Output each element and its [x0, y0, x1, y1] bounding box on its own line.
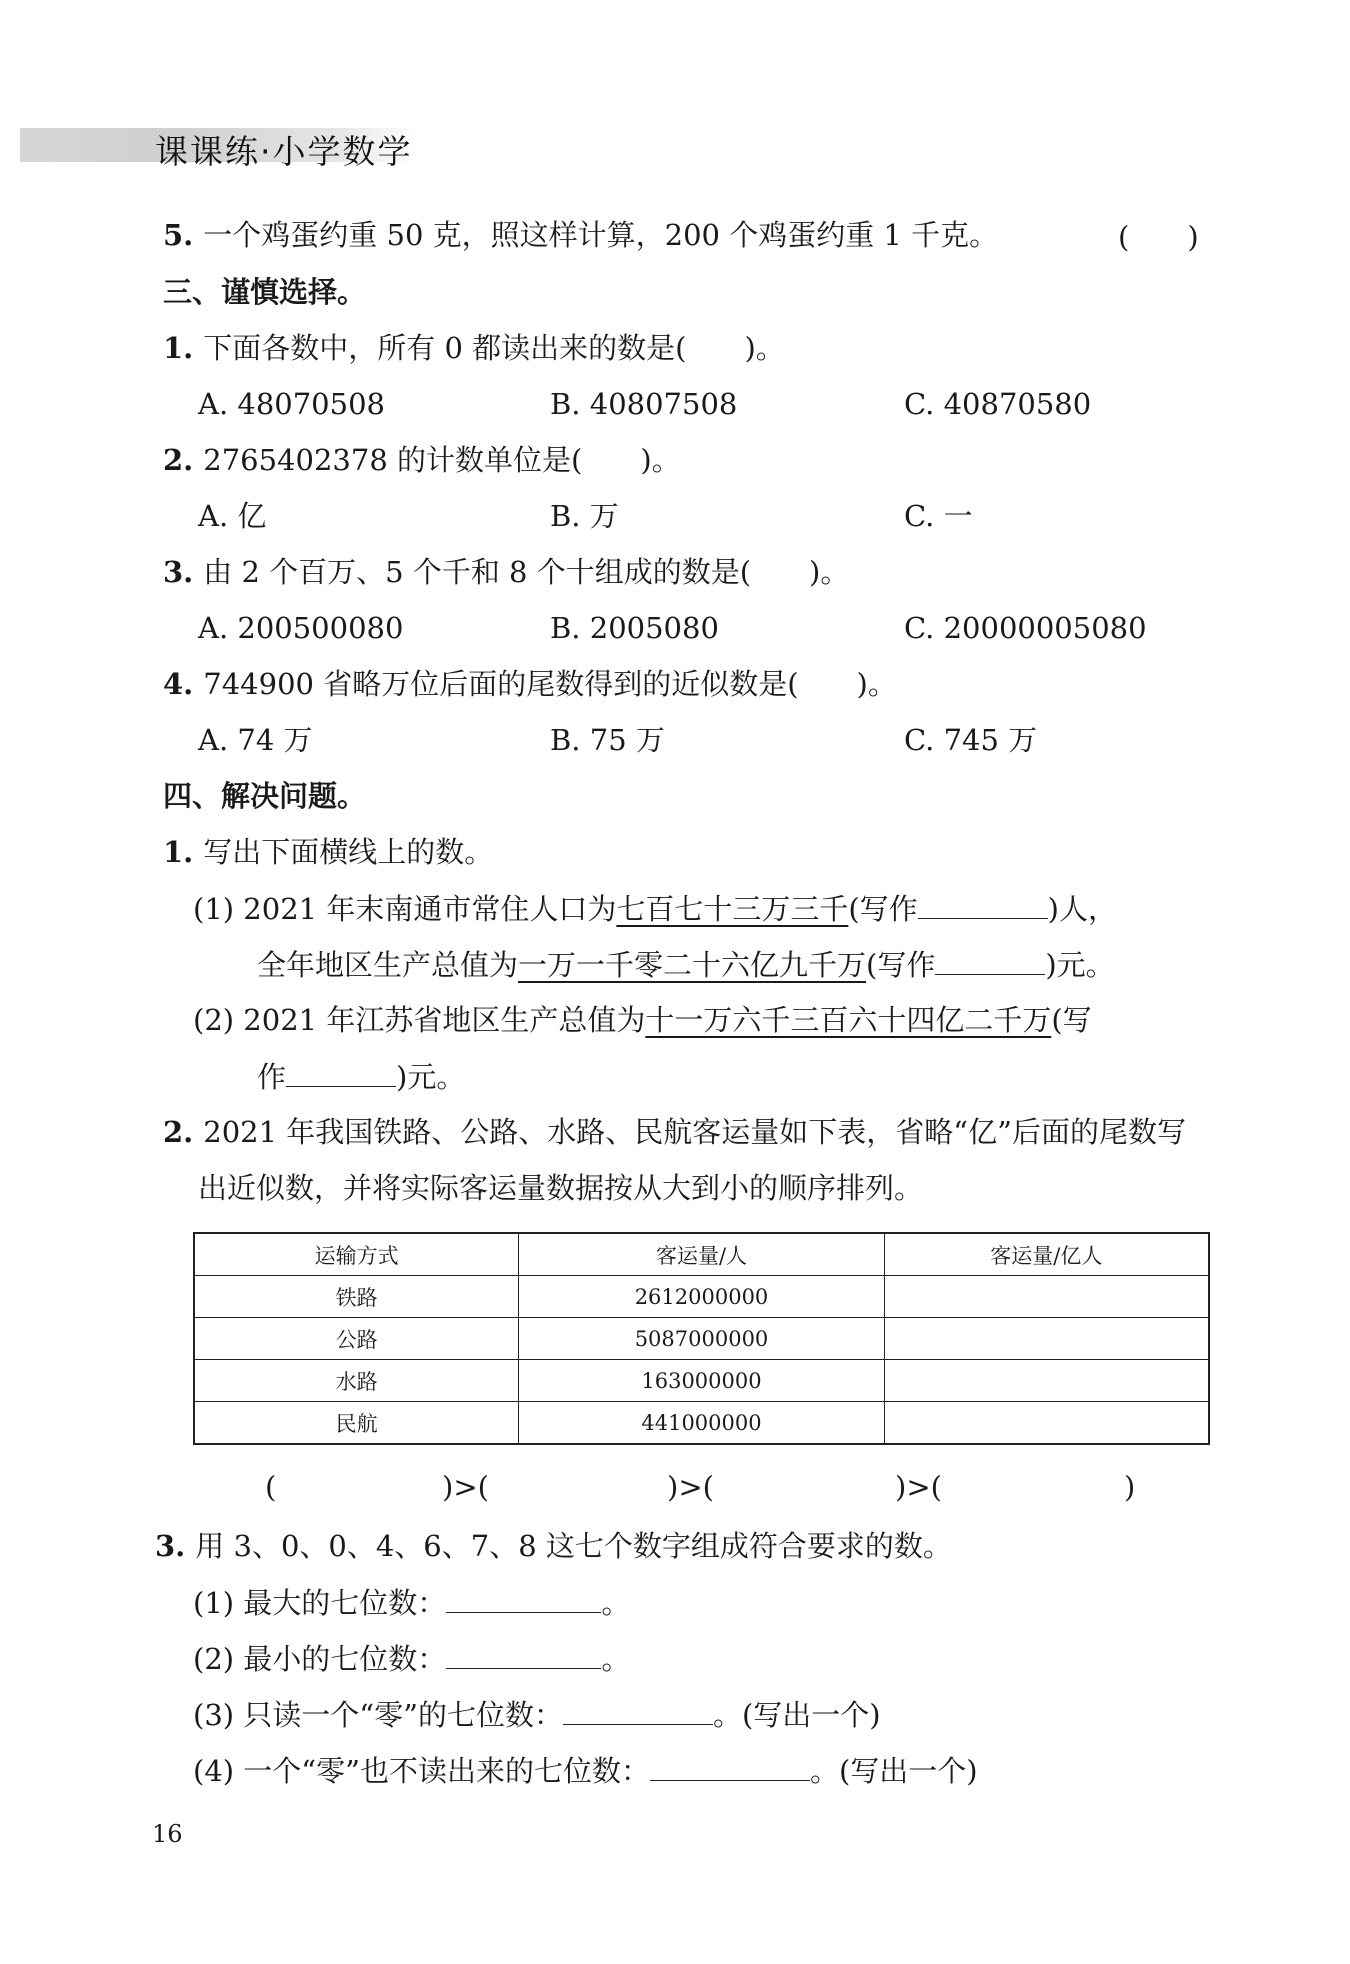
text: (3) 只读一个“零”的七位数： — [193, 1698, 563, 1732]
column-header: 运输方式 — [194, 1233, 519, 1276]
option-c: C. 40870580 — [904, 387, 1092, 421]
order-separator: )>( — [895, 1470, 942, 1504]
table-cell: 441000000 — [519, 1402, 884, 1445]
answer-paren: ( ) — [1118, 220, 1199, 254]
page-number: 16 — [152, 1820, 183, 1848]
order-paren-open: ( — [265, 1470, 277, 1504]
problem-3-stem — [155, 1526, 952, 1566]
text: 。(写出一个) — [809, 1754, 978, 1788]
underlined-number-words: 十一万六千三百六十四亿二千万 — [645, 1003, 1052, 1037]
option-a: A. 48070508 — [198, 387, 385, 421]
table-cell: 公路 — [194, 1318, 519, 1360]
question-stem: 2765402378 的计数单位是( )。 — [203, 443, 681, 477]
option-b: B. 40807508 — [550, 387, 738, 421]
order-separator: )>( — [442, 1470, 489, 1504]
text: 作 — [257, 1060, 287, 1094]
text: )人， — [1047, 892, 1117, 926]
answer-blank[interactable] — [563, 1694, 713, 1725]
column-header: 客运量/亿人 — [884, 1233, 1209, 1276]
question-stem: 写出下面横线上的数。 — [203, 835, 494, 869]
question-stem: 2021 年我国铁路、公路、水路、民航客运量如下表，省略“亿”后面的尾数写 — [203, 1115, 1186, 1149]
option-b: B. 2005080 — [550, 611, 719, 645]
text: )元。 — [1045, 948, 1115, 982]
option-c: C. 一 — [904, 499, 973, 533]
question-number: 5. — [163, 218, 194, 252]
text: (1) 2021 年末南通市常住人口为 — [193, 892, 617, 926]
underlined-number-words: 七百七十三万三千 — [616, 892, 849, 926]
choice-question-2 — [163, 440, 681, 480]
option-a: A. 74 万 — [198, 723, 313, 757]
choice-question-1 — [163, 328, 785, 368]
question-text: 一个鸡蛋约重 50 克，照这样计算，200 个鸡蛋约重 1 千克。 — [203, 218, 999, 252]
question-stem: 由 2 个百万、5 个千和 8 个十组成的数是( )。 — [203, 555, 850, 589]
table-cell: 5087000000 — [519, 1318, 884, 1360]
option-a: A. 亿 — [198, 499, 267, 533]
answer-cell[interactable] — [884, 1360, 1209, 1402]
question-stem: 下面各数中，所有 0 都读出来的数是( )。 — [203, 331, 785, 365]
problem-1-stem — [163, 832, 493, 872]
order-separator: )>( — [667, 1470, 714, 1504]
question-5 — [163, 215, 998, 255]
text: 。 — [601, 1586, 631, 1620]
text: 。(写出一个) — [712, 1698, 881, 1732]
answer-blank[interactable] — [286, 1056, 396, 1087]
table-cell: 水路 — [194, 1360, 519, 1402]
table-cell: 2612000000 — [519, 1276, 884, 1318]
answer-cell[interactable] — [884, 1276, 1209, 1318]
section-title: 四、解决问题。 — [163, 779, 367, 813]
option-b: B. 万 — [550, 499, 619, 533]
header-title: 课课练·小学数学 — [155, 132, 413, 171]
table-cell: 民航 — [194, 1402, 519, 1445]
question-number: 3. — [163, 555, 194, 589]
answer-blank[interactable] — [446, 1638, 601, 1669]
problem-3-item — [193, 1750, 978, 1791]
question-number: 2. — [163, 443, 194, 477]
question-stem: 744900 省略万位后面的尾数得到的近似数是( )。 — [203, 667, 897, 701]
table-cell: 163000000 — [519, 1360, 884, 1402]
option-b: B. 75 万 — [550, 723, 665, 757]
text: 。 — [601, 1642, 631, 1676]
answer-blank[interactable] — [918, 888, 1048, 919]
problem-3-item — [193, 1638, 630, 1679]
table-cell: 铁路 — [194, 1276, 519, 1318]
problem-2-line-1 — [163, 1112, 1186, 1152]
answer-blank[interactable] — [446, 1582, 601, 1613]
question-number: 1. — [163, 835, 194, 869]
table-row — [194, 1276, 1209, 1318]
table-row — [194, 1318, 1209, 1360]
option-c: C. 20000005080 — [904, 611, 1147, 645]
text: (1) 最大的七位数： — [193, 1586, 447, 1620]
table-header-row — [194, 1233, 1209, 1276]
choice-question-3 — [163, 552, 849, 592]
problem-1-line-3 — [193, 1000, 1092, 1040]
order-paren-close: ) — [1124, 1470, 1136, 1504]
option-c: C. 745 万 — [904, 723, 1038, 757]
text: (写作 — [848, 892, 918, 926]
question-stem: 用 3、0、0、4、6、7、8 这七个数字组成符合要求的数。 — [195, 1529, 952, 1563]
text: (写作 — [866, 948, 936, 982]
text: (4) 一个“零”也不读出来的七位数： — [193, 1754, 650, 1788]
question-number: 3. — [155, 1529, 186, 1563]
text: 全年地区生产总值为 — [257, 948, 519, 982]
text: )元。 — [396, 1060, 466, 1094]
table-row — [194, 1360, 1209, 1402]
question-number: 1. — [163, 331, 194, 365]
problem-1-line-1 — [193, 888, 1117, 929]
text: (2) 最小的七位数： — [193, 1642, 447, 1676]
answer-blank[interactable] — [935, 944, 1045, 975]
problem-2-line-2: 出近似数，并将实际客运量数据按从大到小的顺序排列。 — [198, 1171, 924, 1205]
answer-cell[interactable] — [884, 1402, 1209, 1445]
problem-1-line-2 — [257, 944, 1115, 985]
question-number: 2. — [163, 1115, 194, 1149]
text: (写 — [1051, 1003, 1092, 1037]
underlined-number-words: 一万一千零二十六亿九千万 — [518, 948, 867, 982]
passenger-volume-table — [193, 1232, 1210, 1445]
text: (2) 2021 年江苏省地区生产总值为 — [193, 1003, 646, 1037]
problem-3-item — [193, 1694, 881, 1735]
question-number: 4. — [163, 667, 194, 701]
option-a: A. 200500080 — [198, 611, 404, 645]
answer-blank[interactable] — [650, 1750, 810, 1781]
choice-question-4 — [163, 664, 897, 704]
section-title: 三、谨慎选择。 — [163, 275, 367, 309]
answer-cell[interactable] — [884, 1318, 1209, 1360]
problem-1-line-4 — [257, 1056, 465, 1097]
table-row — [194, 1402, 1209, 1445]
column-header: 客运量/人 — [519, 1233, 884, 1276]
problem-3-item — [193, 1582, 630, 1623]
